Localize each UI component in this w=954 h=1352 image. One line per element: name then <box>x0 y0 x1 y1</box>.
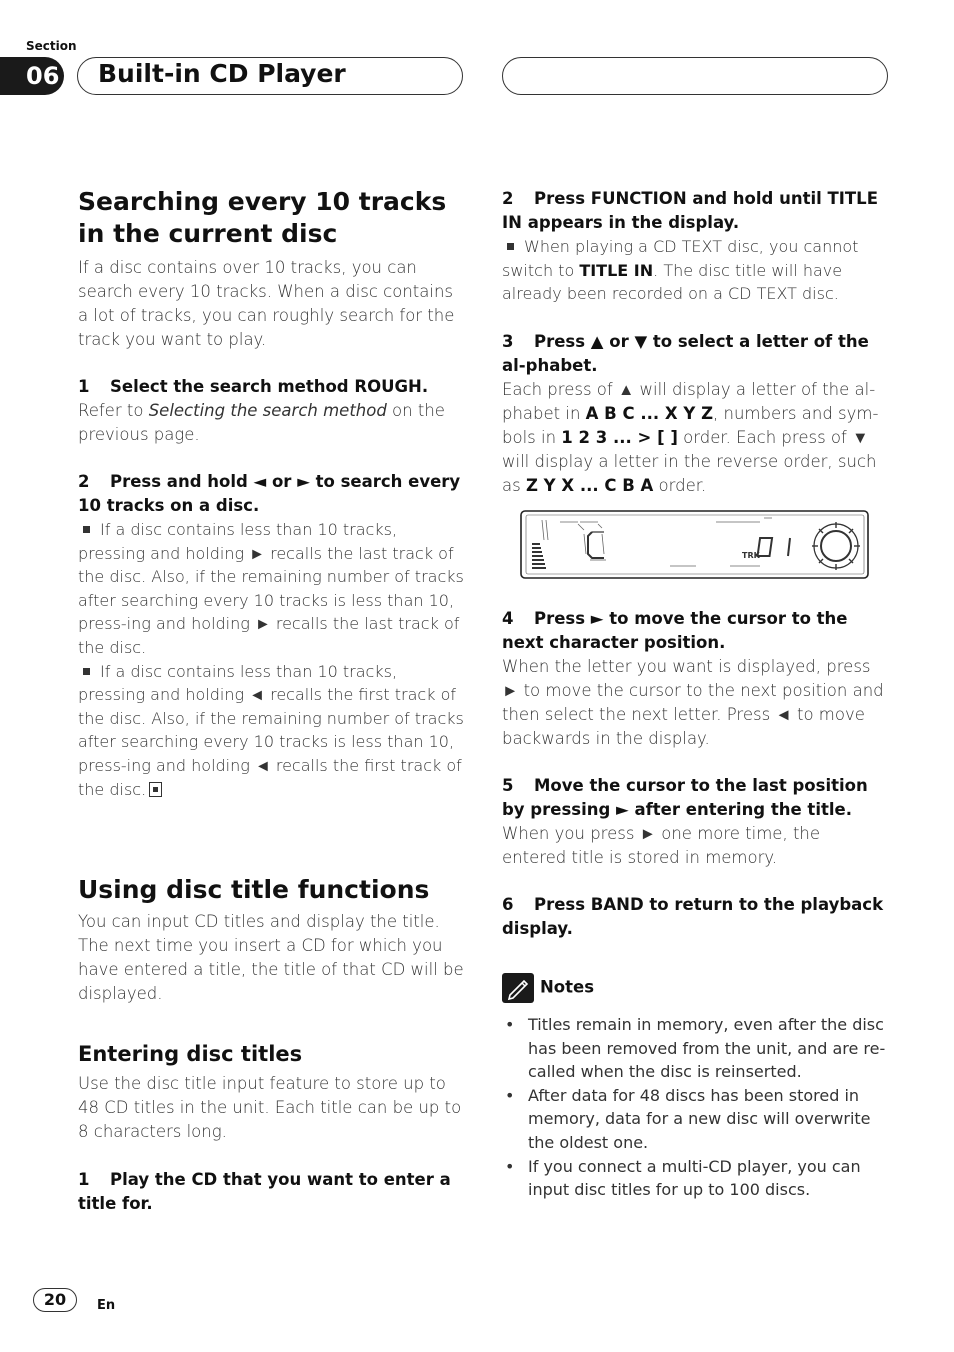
bullet-text: If a disc contains less than 10 tracks, pressing and holding ► recalls the last track of the disc. Also, if the remaining number of tracks after searching every 10 tracks is less than 10, press-ing and holding ► recalls the last track of the disc. <box>78 520 464 657</box>
step-text: Press and hold ◄ or ► to search every 10 tracks on a disc. <box>78 472 461 515</box>
heading-search-10-tracks: Searching every 10 tracks in the current disc <box>78 187 447 248</box>
body-text: , numbers and sym-bols in <box>502 403 879 447</box>
step-number: 3 <box>502 331 514 351</box>
notes-heading <box>502 973 888 1003</box>
right-column <box>502 187 888 498</box>
search-intro: If a disc contains over 10 tracks, you can search every 10 tracks. When a disc contains a lot of tracks, you can roughly search for the track you want to play. <box>78 258 455 349</box>
bullet-text: If a disc contains less than 10 tracks, pressing and holding ◄ recalls the first track of the disc. Also, if the remaining number of tracks after searching every 10 tracks is less than 10, press-ing and holding ◄ recalls the first track of the disc. <box>78 661 464 799</box>
step-3-select-letter <box>502 330 888 378</box>
bullet-last-track <box>78 518 466 660</box>
step-1-body <box>78 399 466 447</box>
step-number: 6 <box>502 895 514 914</box>
square-bullet-icon <box>83 668 90 675</box>
heading-entering-disc-titles: Entering disc titles <box>78 1042 303 1066</box>
bullet-cd-text <box>502 235 888 306</box>
header-blank-frame <box>502 57 888 95</box>
step-4-move-cursor <box>502 607 888 655</box>
body-text: Each press of ▲ will display a letter of the al-phabet in <box>502 379 876 423</box>
right-column-lower <box>502 607 888 1202</box>
body-text: order. <box>653 475 707 495</box>
bullet-text: . The disc title will have already been recorded on a CD TEXT disc. <box>502 260 843 304</box>
header-title: Built-in CD Player <box>98 59 346 88</box>
keyword: A B C ... X Y Z <box>585 403 714 423</box>
step-text: Press ▲ or ▼ to select a letter of the al-phabet. <box>502 331 869 375</box>
disc-title-intro: You can input CD titles and display the title. The next time you insert a CD for which you have entered a title, the title of that CD will be displayed. <box>78 912 464 1003</box>
section-number-badge: 06 <box>0 57 64 95</box>
step-3-body <box>502 378 888 498</box>
heading-disc-title-functions: Using disc title functions <box>78 875 430 904</box>
notes-list <box>502 1013 888 1202</box>
keyword: Z Y X ... C B A <box>525 475 654 495</box>
end-of-section-icon <box>149 782 162 797</box>
step-1-play-cd <box>78 1168 466 1216</box>
page-number: 20 <box>33 1288 77 1312</box>
step-5-body: When you press ► one more time, the entered title is stored in memory. <box>502 824 821 867</box>
step-text: Select the search method ROUGH. <box>110 377 429 396</box>
step-2-function-hold <box>502 187 888 235</box>
notes-title: Notes <box>540 977 595 997</box>
step-2-press-hold <box>78 470 466 518</box>
step-text: Play the CD that you want to enter a title for. <box>78 1170 451 1213</box>
body-text: order. Each press of ▼ will display a letter in the reverse order, such as <box>502 427 877 495</box>
keyword: TITLE IN <box>579 260 654 280</box>
lcd-display-illustration <box>520 510 870 580</box>
step-text: Press ► to move the cursor to the next character position. <box>502 609 848 652</box>
entering-intro: Use the disc title input feature to store up to 48 CD titles in the unit. Each title can be up to 8 characters long. <box>78 1074 462 1141</box>
notes-pencil-icon <box>502 973 534 1003</box>
left-column <box>78 186 466 801</box>
step-text: Press FUNCTION and hold until TITLE IN appears in the display. <box>502 189 878 232</box>
bullet-text: When playing a CD TEXT disc, you cannot switch to <box>502 237 859 280</box>
note-item: • After data for 48 discs has been stored in memory, data for a new disc will overwrite the oldest one. <box>502 1084 888 1155</box>
step-number: 2 <box>502 189 514 208</box>
step-number: 5 <box>502 776 514 795</box>
step-number: 2 <box>78 472 90 491</box>
step-5-last-position <box>502 774 888 822</box>
cross-reference: Selecting the search method <box>148 401 387 420</box>
section-label: Section <box>26 39 77 53</box>
body-text: Refer to <box>78 401 149 420</box>
square-bullet-icon <box>507 243 514 250</box>
step-number: 4 <box>502 609 514 628</box>
body-text: on the previous page. <box>78 401 445 444</box>
step-6-press-band <box>502 893 888 941</box>
language-label: En <box>97 1298 116 1313</box>
note-item: • Titles remain in memory, even after the disc has been removed from the unit, and are re-called when the disc is reinserted. <box>502 1013 888 1084</box>
step-4-body: When the letter you want is displayed, press ► to move the cursor to the next position and then select the next letter. Press ◄ to move backwards in the display. <box>502 657 884 748</box>
step-1-select-rough <box>78 375 466 399</box>
keyword: 1 2 3 ... > [ ] <box>561 427 678 447</box>
step-text: Move the cursor to the last position by pressing ► after entering the title. <box>502 776 868 819</box>
step-text: Press BAND to return to the playback display. <box>502 895 884 938</box>
note-item: • If you connect a multi-CD player, you can input disc titles for up to 100 discs. <box>502 1155 888 1202</box>
step-number: 1 <box>78 1170 90 1189</box>
square-bullet-icon <box>83 526 90 533</box>
bullet-first-track <box>78 660 466 802</box>
step-number: 1 <box>78 377 90 396</box>
left-column-lower <box>78 874 466 1216</box>
lcd-trk-label: TRK <box>742 551 760 560</box>
